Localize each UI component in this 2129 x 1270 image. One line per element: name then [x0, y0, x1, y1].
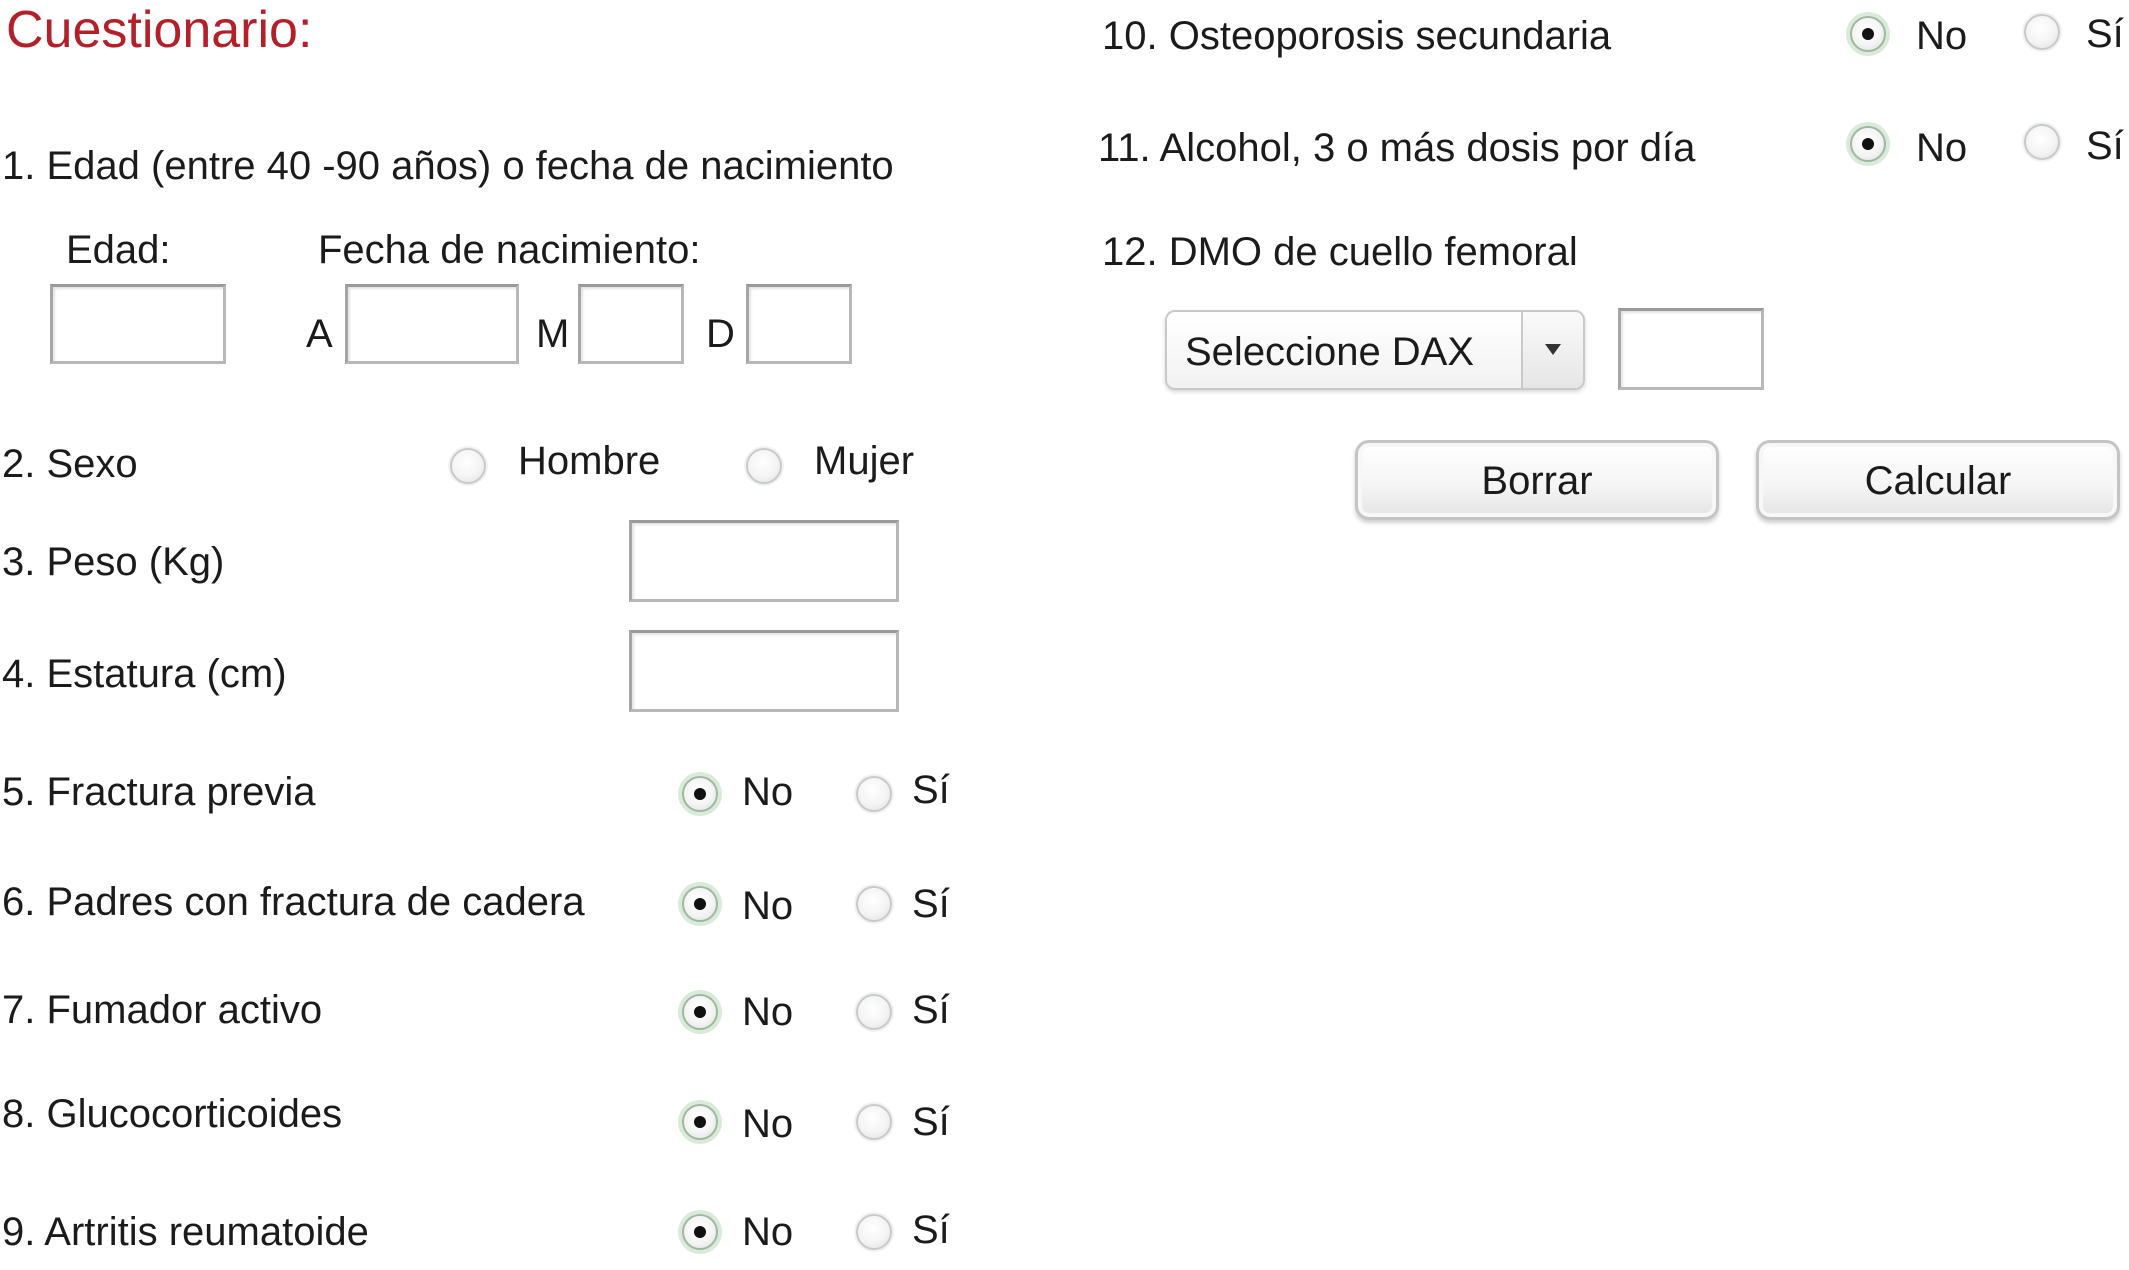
question-9-label: 9. Artritis reumatoide — [2, 1210, 369, 1254]
q5-no-radio[interactable] — [682, 776, 718, 812]
dax-select-value: Seleccione DAX — [1185, 330, 1475, 374]
q10-no-radio[interactable] — [1850, 16, 1886, 52]
q7-no-label: No — [742, 990, 794, 1034]
q6-no-radio[interactable] — [682, 886, 718, 922]
birth-day-input[interactable] — [746, 284, 852, 364]
estatura-input[interactable] — [629, 630, 899, 712]
question-10-label: 10. Osteoporosis secundaria — [1102, 14, 1612, 58]
q10-si-label: Sí — [2086, 12, 2124, 56]
question-8-label: 8. Glucocorticoides — [2, 1092, 343, 1136]
sexo-mujer-radio[interactable] — [746, 448, 782, 484]
borrar-button[interactable]: Borrar — [1355, 440, 1719, 520]
sexo-hombre-radio[interactable] — [450, 448, 486, 484]
q9-si-label: Sí — [912, 1208, 950, 1252]
q8-si-radio[interactable] — [856, 1104, 892, 1140]
q11-si-label: Sí — [2086, 124, 2124, 168]
question-6-label: 6. Padres con fractura de cadera — [2, 880, 585, 924]
birth-year-input[interactable] — [345, 284, 519, 364]
q10-no-label: No — [1916, 14, 1968, 58]
year-prefix-label: A — [306, 312, 333, 356]
q5-si-label: Sí — [912, 768, 950, 812]
chevron-down-icon[interactable] — [1521, 312, 1583, 388]
question-3-label: 3. Peso (Kg) — [2, 540, 225, 584]
q7-si-radio[interactable] — [856, 994, 892, 1030]
q5-no-label: No — [742, 770, 794, 814]
edad-label: Edad: — [66, 228, 171, 272]
peso-input[interactable] — [629, 520, 899, 602]
q11-no-label: No — [1916, 126, 1968, 170]
calcular-button[interactable]: Calcular — [1756, 440, 2120, 520]
day-prefix-label: D — [706, 312, 735, 356]
sexo-mujer-label: Mujer — [814, 439, 915, 483]
q10-si-radio[interactable] — [2024, 14, 2060, 50]
q8-no-radio[interactable] — [682, 1104, 718, 1140]
dmo-input[interactable] — [1618, 308, 1764, 390]
q9-si-radio[interactable] — [856, 1214, 892, 1250]
question-5-label: 5. Fractura previa — [2, 770, 316, 814]
fecha-nacimiento-label: Fecha de nacimiento: — [318, 228, 701, 272]
q11-no-radio[interactable] — [1850, 126, 1886, 162]
question-4-label: 4. Estatura (cm) — [2, 652, 287, 696]
question-1-label: 1. Edad (entre 40 -90 años) o fecha de nacimiento — [2, 144, 894, 188]
question-7-label: 7. Fumador activo — [2, 988, 323, 1032]
q8-si-label: Sí — [912, 1100, 950, 1144]
question-12-label: 12. DMO de cuello femoral — [1102, 230, 1578, 274]
dax-select[interactable] — [1165, 310, 1585, 390]
edad-input[interactable] — [50, 284, 226, 364]
question-11-label: 11. Alcohol, 3 o más dosis por día — [1098, 126, 1696, 170]
q6-no-label: No — [742, 884, 794, 928]
month-prefix-label: M — [536, 312, 570, 356]
question-2-label: 2. Sexo — [2, 442, 138, 486]
q6-si-label: Sí — [912, 882, 950, 926]
q7-no-radio[interactable] — [682, 994, 718, 1030]
q11-si-radio[interactable] — [2024, 124, 2060, 160]
q9-no-label: No — [742, 1210, 794, 1254]
birth-month-input[interactable] — [578, 284, 684, 364]
q8-no-label: No — [742, 1102, 794, 1146]
page-title: Cuestionario: — [6, 1, 313, 59]
q5-si-radio[interactable] — [856, 776, 892, 812]
q6-si-radio[interactable] — [856, 886, 892, 922]
sexo-hombre-label: Hombre — [518, 439, 661, 483]
q7-si-label: Sí — [912, 988, 950, 1032]
q9-no-radio[interactable] — [682, 1214, 718, 1250]
